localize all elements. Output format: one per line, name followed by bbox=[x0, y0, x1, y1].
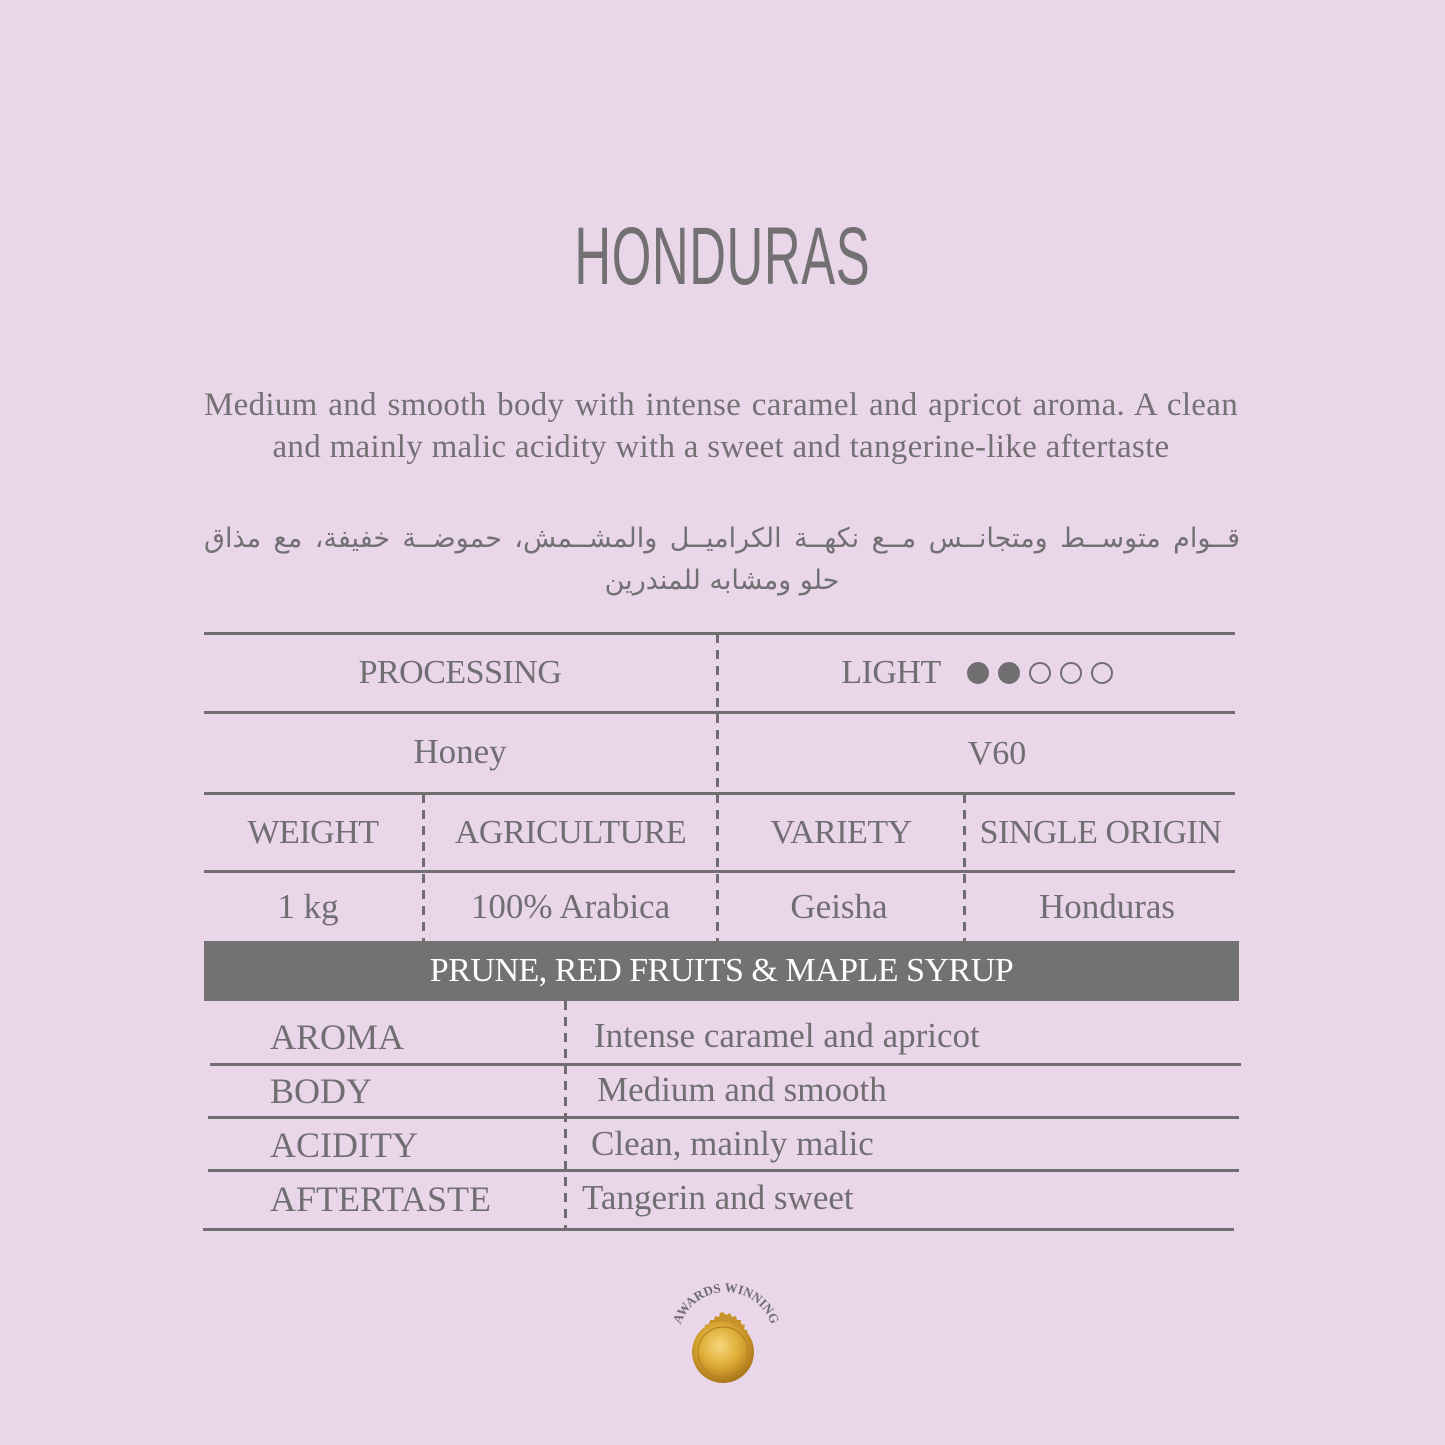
filled-dot-icon bbox=[998, 662, 1020, 684]
divider bbox=[208, 1169, 1239, 1172]
roast-level bbox=[719, 635, 1235, 711]
divider bbox=[210, 1063, 1241, 1066]
page-title: HONDURAS bbox=[574, 211, 871, 302]
gold-seal-icon bbox=[660, 1278, 790, 1398]
empty-dot-icon bbox=[1029, 662, 1051, 684]
body-value: Medium and smooth bbox=[597, 1070, 887, 1109]
origin-value: Honduras bbox=[1038, 887, 1176, 926]
variety-header: VARIETY bbox=[770, 813, 912, 851]
aftertaste-label: AFTERTASTE bbox=[270, 1179, 491, 1219]
roast-level-dots bbox=[967, 662, 1113, 684]
description-arabic: قــوام متوســط ومتجانــس مــع نكهــة الكراميــل والمشــمش، حموضــة خفيفة، مع مذاق حلو ومشابه للمندرين bbox=[204, 523, 1240, 596]
agriculture-value: 100% Arabica bbox=[470, 887, 671, 926]
brew-method: V60 bbox=[967, 735, 1027, 772]
award-text: AWARDS WINNING bbox=[669, 1279, 783, 1326]
divider bbox=[203, 1228, 1234, 1231]
processing-header bbox=[204, 635, 716, 711]
roast-label: LIGHT bbox=[841, 654, 941, 691]
award-badge bbox=[660, 1278, 790, 1398]
weight-header: WEIGHT bbox=[247, 813, 379, 851]
aroma-value: Intense caramel and apricot bbox=[594, 1016, 980, 1055]
empty-dot-icon bbox=[1091, 662, 1113, 684]
processing-value: Honey bbox=[413, 732, 507, 771]
tasting-notes-banner bbox=[204, 941, 1239, 1001]
divider bbox=[564, 1001, 567, 1229]
divider bbox=[208, 1116, 1239, 1119]
weight-value: 1 kg bbox=[277, 887, 339, 926]
variety-value: Geisha bbox=[790, 887, 888, 926]
description-english: Medium and smooth body with intense caramel and apricot aroma. A clean and mainly malic acidity with a sweet and tangerine-like aftertaste bbox=[204, 387, 1238, 465]
processing-label: PROCESSING bbox=[358, 654, 562, 691]
acidity-value: Clean, mainly malic bbox=[591, 1124, 874, 1163]
single-origin-header: SINGLE ORIGIN bbox=[979, 813, 1222, 851]
aroma-label: AROMA bbox=[270, 1017, 405, 1057]
tasting-notes-text: PRUNE, RED FRUITS & MAPLE SYRUP bbox=[429, 952, 1014, 989]
acidity-label: ACIDITY bbox=[270, 1125, 418, 1165]
agriculture-header: AGRICULTURE bbox=[454, 813, 687, 851]
filled-dot-icon bbox=[967, 662, 989, 684]
aftertaste-value: Tangerin and sweet bbox=[582, 1178, 854, 1217]
body-label: BODY bbox=[270, 1071, 373, 1111]
empty-dot-icon bbox=[1060, 662, 1082, 684]
